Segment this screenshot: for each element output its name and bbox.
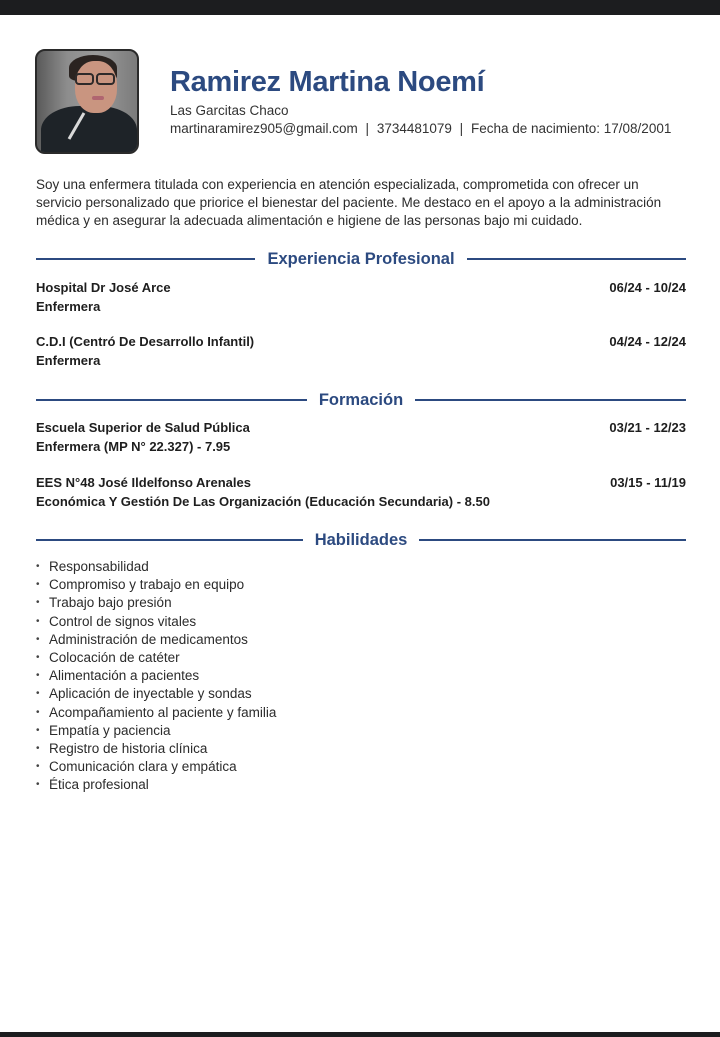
skills-list (36, 558, 276, 795)
email: martinaramirez905@gmail.com (170, 121, 358, 136)
divider-line (36, 539, 303, 541)
section-title: Habilidades (314, 530, 408, 549)
entry-place: Hospital Dr José Arce (36, 280, 171, 295)
photo-body-shape (41, 106, 137, 154)
entry-role: Enfermera (36, 352, 101, 368)
bullet-icon: • (36, 724, 40, 736)
bullet-icon: • (36, 633, 40, 645)
bullet-icon: • (36, 743, 40, 755)
skill-item (36, 558, 276, 576)
skill-item (36, 758, 276, 776)
skill-item (36, 594, 276, 612)
entry-place: Escuela Superior de Salud Pública (36, 420, 250, 435)
skill-label: Empatía y paciencia (49, 722, 171, 738)
divider-line (415, 399, 686, 401)
entry-role: Enfermera (36, 298, 101, 314)
skill-label: Responsabilidad (49, 559, 149, 574)
section-experience-header (36, 249, 686, 269)
bullet-icon: • (36, 706, 40, 718)
entry-dates: 03/21 - 12/23 (609, 420, 686, 435)
skill-item (36, 576, 276, 594)
entry-dates: 04/24 - 12/24 (609, 334, 686, 349)
bullet-icon: • (36, 615, 40, 627)
skill-label: Aplicación de inyectable y sondas (49, 686, 252, 702)
bullet-icon: • (36, 561, 40, 572)
bottom-bar (0, 1032, 720, 1037)
phone: 3734481079 (376, 121, 452, 136)
photo-lips-shape (92, 96, 104, 100)
photo-face-shape (75, 61, 117, 113)
section-skills-header (36, 530, 686, 550)
bullet-icon: • (36, 597, 40, 609)
divider-line (419, 539, 686, 541)
photo-glasses-shape (71, 73, 119, 85)
bullet-icon: • (36, 579, 40, 591)
experience-entry (36, 279, 686, 316)
divider-line (36, 258, 255, 260)
bullet-icon: • (36, 670, 40, 682)
section-title: Formación (318, 390, 404, 409)
bullet-icon: • (36, 688, 40, 700)
skill-item (36, 667, 276, 685)
divider-line (467, 258, 686, 260)
experience-entry (36, 333, 686, 370)
education-entry (36, 474, 686, 511)
top-bar (0, 0, 720, 15)
skill-item (36, 631, 276, 649)
entry-place: C.D.I (Centró De Desarrollo Infantil) (36, 334, 255, 349)
skill-label: Comunicación clara y empática (49, 759, 237, 775)
skill-label: Compromiso y trabajo en equipo (49, 577, 245, 593)
skill-item (36, 649, 276, 667)
profile-summary: Soy una enfermera titulada con experiencia en atención especializada, comprometida con ofrecer un servicio personalizado que priorice el bienestar del paciente. Me destaco en el apoyo a la administración médica y en asegurar la adecuada alimentación e higiene de las personas bajo mi cuidado. (36, 177, 662, 229)
entry-degree: Económica Y Gestión De Las Organización (Educación Secundaria) - 8.50 (36, 493, 490, 509)
skill-item (36, 776, 276, 794)
separator: | (459, 121, 464, 136)
skill-item (36, 704, 276, 722)
skill-label: Ética profesional (49, 777, 149, 793)
entry-dates: 06/24 - 10/24 (609, 280, 686, 295)
skill-item (36, 740, 276, 758)
entry-dates: 03/15 - 11/19 (610, 475, 686, 490)
skill-label: Trabajo bajo presión (49, 595, 172, 611)
contact-line (170, 121, 671, 136)
location: Las Garcitas Chaco (170, 103, 289, 118)
education-entry (36, 419, 686, 456)
candidate-name: Ramirez Martina Noemí (170, 66, 485, 98)
entry-degree: Enfermera (MP N° 22.327) - 7.95 (36, 438, 231, 454)
profile-photo (35, 49, 139, 154)
birthdate: Fecha de nacimiento: 17/08/2001 (470, 121, 672, 136)
skill-label: Administración de medicamentos (49, 631, 248, 647)
separator: | (365, 121, 370, 136)
bullet-icon: • (36, 652, 40, 664)
skill-item (36, 685, 276, 703)
bullet-icon: • (36, 761, 40, 773)
divider-line (36, 399, 307, 401)
section-education-header (36, 390, 686, 410)
skill-item (36, 722, 276, 740)
skill-label: Alimentación a pacientes (49, 668, 200, 684)
section-title: Experiencia Profesional (267, 249, 455, 268)
skill-label: Control de signos vitales (49, 613, 197, 629)
skill-label: Registro de historia clínica (49, 741, 208, 757)
skill-label: Colocación de catéter (49, 650, 180, 666)
skill-label: Acompañamiento al paciente y familia (49, 704, 277, 720)
entry-place: EES N°48 José Ildelfonso Arenales (36, 475, 251, 490)
bullet-icon: • (36, 779, 40, 791)
skill-item (36, 613, 276, 631)
